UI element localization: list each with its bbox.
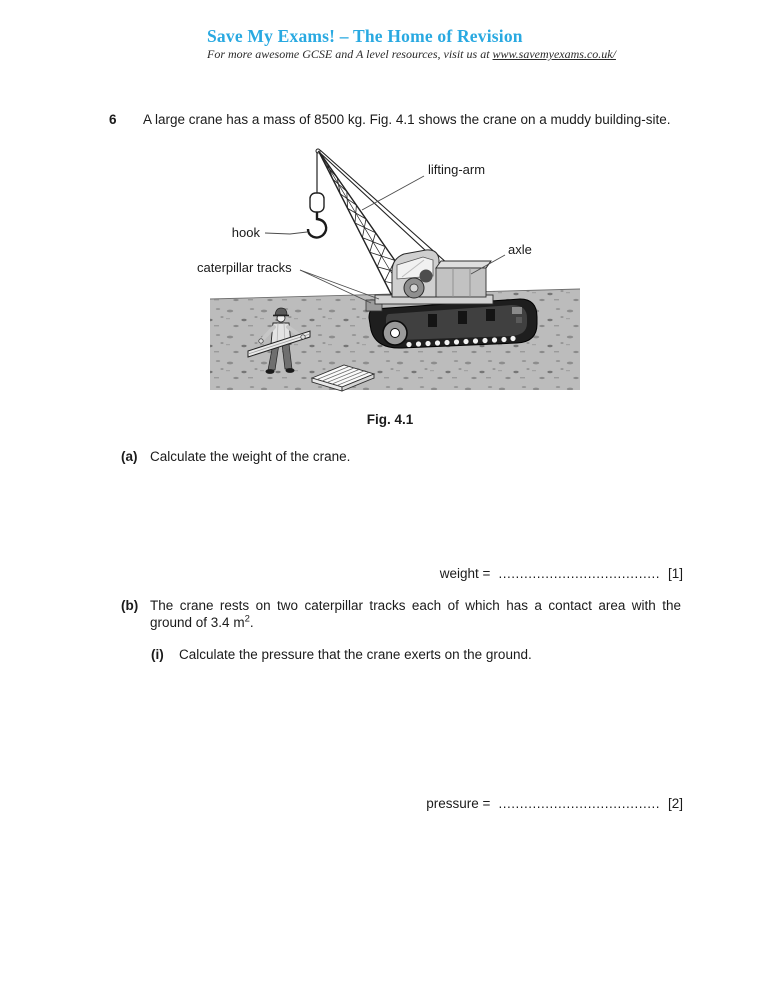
header-title: Save My Exams! – The Home of Revision — [207, 26, 523, 46]
label-lifting-arm: lifting-arm — [428, 162, 486, 177]
part-b-label: (b) — [121, 598, 139, 613]
squared-superscript: 2 — [244, 613, 250, 625]
header-subtitle-text: For more awesome GCSE and A level resources, visit us at — [207, 47, 493, 61]
part-bi-text: Calculate the pressure that the crane exerts on the ground. — [179, 647, 532, 662]
savemyexams-link[interactable]: www.savemyexams.co.uk/ — [492, 47, 616, 61]
caterpillar-tracks-pointer-2 — [300, 270, 379, 299]
part-b-line2-end: . — [249, 615, 254, 630]
lifting-arm-pointer — [362, 176, 424, 210]
part-a-text: Calculate the weight of the crane. — [150, 449, 351, 464]
part-b-line2-text: ground of 3.4 m — [150, 615, 245, 630]
label-hook: hook — [231, 225, 260, 240]
hook-assembly — [308, 152, 326, 237]
crane-figure — [190, 148, 590, 392]
part-b-text-line2 — [150, 614, 254, 631]
pressure-answer-prefix: pressure = — [426, 796, 491, 811]
question-number: 6 — [109, 112, 117, 127]
weight-answer-line — [440, 565, 683, 582]
header-subtitle — [207, 47, 616, 62]
question-intro: A large crane has a mass of 8500 kg. Fig. 4.1 shows the crane on a muddy building-site. — [143, 112, 671, 127]
pressure-marks: [2] — [667, 796, 683, 811]
part-b-text-line1: The crane rests on two caterpillar tracks each of which has a contact area with the — [150, 598, 681, 613]
weight-answer-prefix: weight = — [439, 566, 491, 581]
weight-marks: [1] — [667, 566, 683, 581]
part-bi-label: (i) — [151, 647, 164, 662]
engine-housing — [436, 268, 486, 297]
label-caterpillar-tracks: caterpillar tracks — [197, 260, 292, 275]
figure-caption: Fig. 4.1 — [366, 412, 414, 427]
pressure-answer-line — [426, 795, 683, 812]
pulley-block — [310, 193, 324, 212]
weight-answer-dots: ...................................... — [498, 566, 660, 581]
hook-icon — [308, 212, 326, 237]
pressure-answer-dots: ...................................... — [498, 796, 660, 811]
hook-pointer — [265, 232, 307, 234]
part-a-label: (a) — [121, 449, 138, 464]
label-axle: axle — [508, 242, 532, 257]
